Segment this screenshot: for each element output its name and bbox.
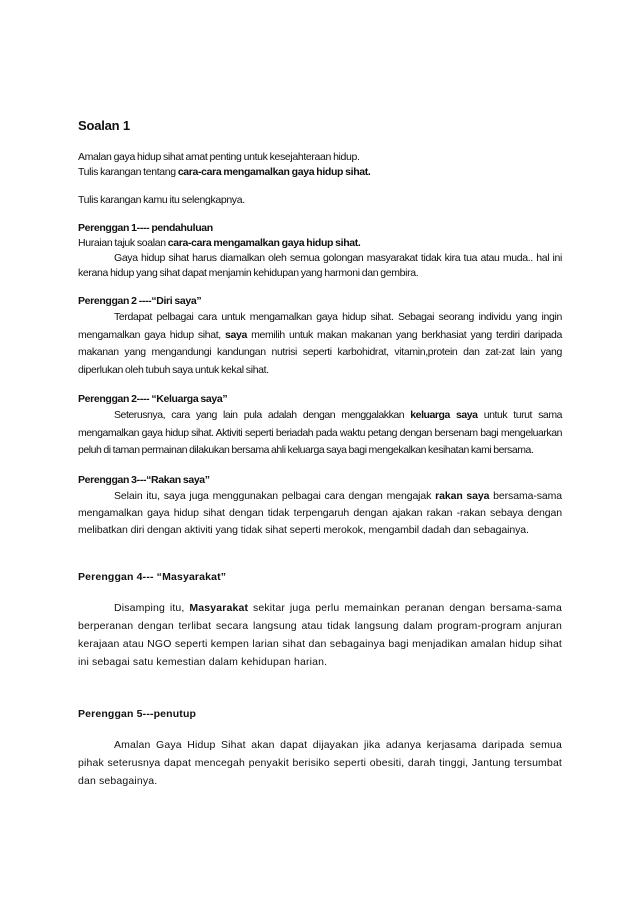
spacer	[78, 671, 562, 706]
paragraph-4	[78, 488, 562, 539]
paragraph-5-heading: Perenggan 4--- “Masyarakat”	[78, 570, 227, 583]
paragraph-1-sub-text: Huraian tajuk soalan	[78, 237, 168, 249]
paragraph-4-heading-wrap	[78, 473, 562, 488]
document-content	[78, 118, 562, 790]
spacer	[78, 281, 562, 294]
intro-task-line	[78, 165, 562, 180]
paragraph-6	[78, 706, 562, 790]
intro-line: Amalan gaya hidup sihat amat penting untuk kesejahteraan hidup.	[78, 151, 360, 163]
paragraph-1-sub-topic: cara-cara mengamalkan gaya hidup sihat.	[167, 237, 361, 249]
paragraph-5	[78, 569, 562, 671]
paragraph-3-body	[78, 407, 562, 460]
paragraph-2-text-c: memilih untuk makan makanan yang berkhasiat yang terdiri daripada makanan yang mengandungi kandungan nutrisi seperti karbohidrat, vitamin,protein dan zat-zat lain yang diperlukan oleh tubuh saya untuk kekal sihat.	[78, 328, 562, 376]
paragraph-6-body: Amalan Gaya Hidup Sihat akan dapat dijayakan jika adanya kerjasama daripada semua pihak seterusnya dapat mencegah penyakit berisiko seperti obesiti, darah tinggi, Jantung tersumbat dan sebagainya.	[78, 738, 562, 787]
document-title: Soalan 1	[78, 118, 130, 133]
paragraph-2-heading: Perenggan 2 ----“Diri saya”	[78, 295, 202, 307]
paragraph-2-emphasis: saya	[225, 328, 247, 341]
intro-instruction: Tulis karangan kamu itu selengkapnya.	[78, 194, 245, 206]
paragraph-3-text-a: Seterusnya, cara yang lain pula adalah dengan menggalakkan	[114, 409, 411, 421]
spacer	[78, 723, 562, 736]
paragraph-4-text-c: bersama-sama mengamalkan gaya hidup sihat dengan tidak terpengaruh dengan ajakan rakan -rakan sebaya dengan melibatkan diri dengan aktiviti yang tidak sihat seperti merokok, mengambil dadah dan sebagainya.	[78, 489, 563, 536]
paragraph-2	[78, 294, 562, 379]
paragraph-2-text-a: Terdapat pelbagai cara untuk mengamalkan gaya hidup sihat. Sebagai seorang individu yang ingin mengamalkan gaya hidup sihat,	[78, 311, 562, 341]
spacer	[78, 539, 562, 569]
spacer	[78, 460, 562, 473]
paragraph-2-body	[78, 309, 562, 379]
paragraph-1-body: Gaya hidup sihat harus diamalkan oleh semua golongan masyarakat tidak kira tua atau muda.. hal ini kerana hidup yang sihat dapat menjamin kehidupan yang harmoni dan gembira.	[78, 252, 562, 279]
paragraph-5-body	[78, 599, 562, 671]
spacer	[78, 586, 562, 599]
paragraph-6-heading: Perenggan 5---penutup	[78, 707, 197, 720]
paragraph-1-heading: Perenggan 1---- pendahuluan	[78, 222, 213, 234]
paragraph-3-emphasis: keluarga saya	[410, 409, 478, 421]
paragraph-5-text-c: sekitar juga perlu memainkan peranan dengan bersama-sama berperanan dengan terlibat secara langsung atau tidak langsung dalam program-program anjuran kerajaan atau NGO seperti kempen larian sihat dan sebagainya bagi menjadikan amalan hidup sihat ini sebagai satu kemestian dalam kehidupan harian.	[78, 601, 562, 668]
paragraph-5-text-a: Disamping itu,	[114, 601, 190, 614]
paragraph-4-body	[78, 488, 562, 539]
paragraph-1-subheading	[78, 236, 562, 251]
paragraph-3-text-c: untuk turut sama mengamalkan gaya hidup sihat. Aktiviti seperti beriadah pada waktu petang dengan bersenam bagi mengeluarkan peluh di taman permainan dilakukan bersama ahli keluarga saya bagi mengekalkan kesihatan kami bersama.	[78, 409, 563, 456]
spacer	[78, 208, 562, 221]
intro-section	[78, 150, 562, 208]
paragraph-4-text-a: Selain itu, saya juga menggunakan pelbagai cara dengan mengajak	[114, 489, 436, 502]
paragraph-4-emphasis: rakan saya	[435, 489, 490, 502]
paragraph-5-emphasis: Masyarakat	[189, 601, 249, 614]
paragraph-4-heading: Perenggan 3---“Rakan saya”	[78, 473, 210, 486]
intro-task-text: Tulis karangan tentang	[78, 166, 178, 178]
paragraph-3	[78, 392, 562, 460]
spacer	[78, 379, 562, 392]
spacer	[78, 180, 562, 193]
intro-task-topic: cara-cara mengamalkan gaya hidup sihat.	[177, 166, 371, 178]
paragraph-1	[78, 221, 562, 281]
paragraph-3-heading: Perenggan 2---- “Keluarga saya”	[78, 393, 228, 405]
